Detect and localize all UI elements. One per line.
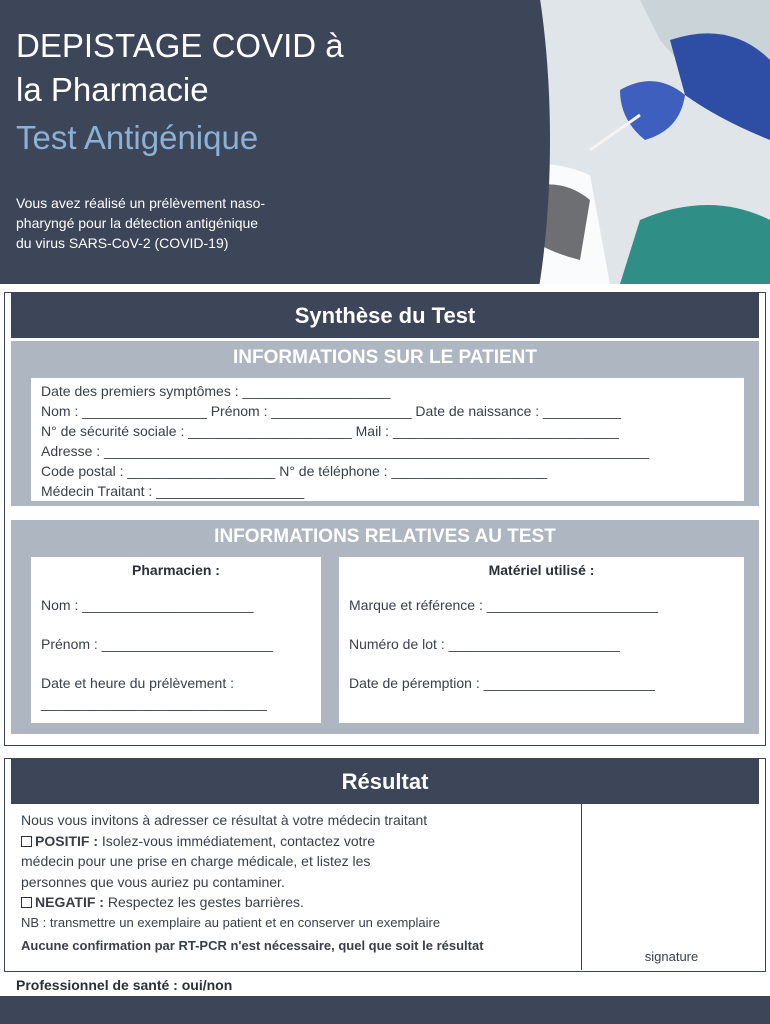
option-positif[interactable]: POSITIF : Isolez-vous immédiatement, contactez votre [21,831,571,852]
field-date-label: Date et heure du prélèvement : [41,675,235,691]
field-symptoms-date[interactable]: Date des premiers symptômes : ___________________ [41,383,391,399]
patient-section-title: INFORMATIONS SUR LE PATIENT [233,347,537,368]
resultat-text [11,802,581,970]
pharmacien-panel [31,557,321,723]
materiel-heading: Matériel utilisé : [488,562,595,578]
field-doctor[interactable]: Médecin Traitant : ___________________ [41,483,305,499]
resultat-title: Résultat [11,758,759,804]
professionnel-sante: Professionnel de santé : oui/non [16,977,233,993]
nb-note: NB : transmettre un exemplaire au patient et en conserver un exemplaire [21,914,441,930]
field-social-security[interactable]: N° de sécurité sociale : _____________________ Mail : _____________________________ [41,423,619,439]
positif-text-2: médecin pour une prise en charge médicale, et listez les [21,853,371,869]
patient-section [11,341,759,506]
field-postal-code[interactable]: Code postal : ___________________ N° de téléphone : ____________________ [41,463,548,479]
signature-box[interactable] [581,802,761,970]
option-negatif[interactable]: NEGATIF : Respectez les gestes barrières. [21,892,571,913]
field-peremption[interactable]: Date de péremption : ______________________ [349,675,655,691]
field-date-heure[interactable]: _____________________________ [41,695,267,711]
resultat-intro: Nous vous invitons à adresser ce résultat à votre médecin traitant [21,812,428,828]
synthese-card [4,292,766,746]
checkbox-negatif-icon[interactable] [21,897,32,908]
confirmation-note: Aucune confirmation par RT-PCR n'est nécessaire, quel que soit le résultat [21,938,484,953]
header-banner [0,0,770,284]
test-section-title: INFORMATIONS RELATIVES AU TEST [214,526,556,547]
field-name[interactable]: Nom : ________________ Prénom : __________________ Date de naissance : __________ [41,403,621,419]
synthese-title: Synthèse du Test [11,292,759,338]
signature-label: signature [644,949,699,964]
resultat-card [4,758,766,972]
pharmacien-heading: Pharmacien : [132,562,220,578]
footer-bar [0,996,770,1024]
page-title: DEPISTAGE COVID à la Pharmacie [16,27,344,108]
intro-text: Vous avez réalisé un prélèvement naso- pharyngé pour la détection antigénique du virus SARS-CoV-2 (COVID-19) [16,195,266,251]
field-pharmacien-nom[interactable]: Nom : ______________________ [41,597,254,613]
field-lot[interactable]: Numéro de lot : ______________________ [349,636,620,652]
field-pharmacien-prenom[interactable]: Prénom : ______________________ [41,636,273,652]
test-section [11,520,759,734]
field-address[interactable]: Adresse : ______________________________________________________________________ [41,443,650,459]
field-marque[interactable]: Marque et référence : ______________________ [349,597,659,613]
page-subtitle: Test Antigénique [16,119,259,156]
patient-fields [31,378,744,501]
positif-text-3: personnes que vous auriez pu contaminer. [21,873,285,890]
materiel-panel [339,557,744,723]
checkbox-positif-icon[interactable] [21,836,32,847]
